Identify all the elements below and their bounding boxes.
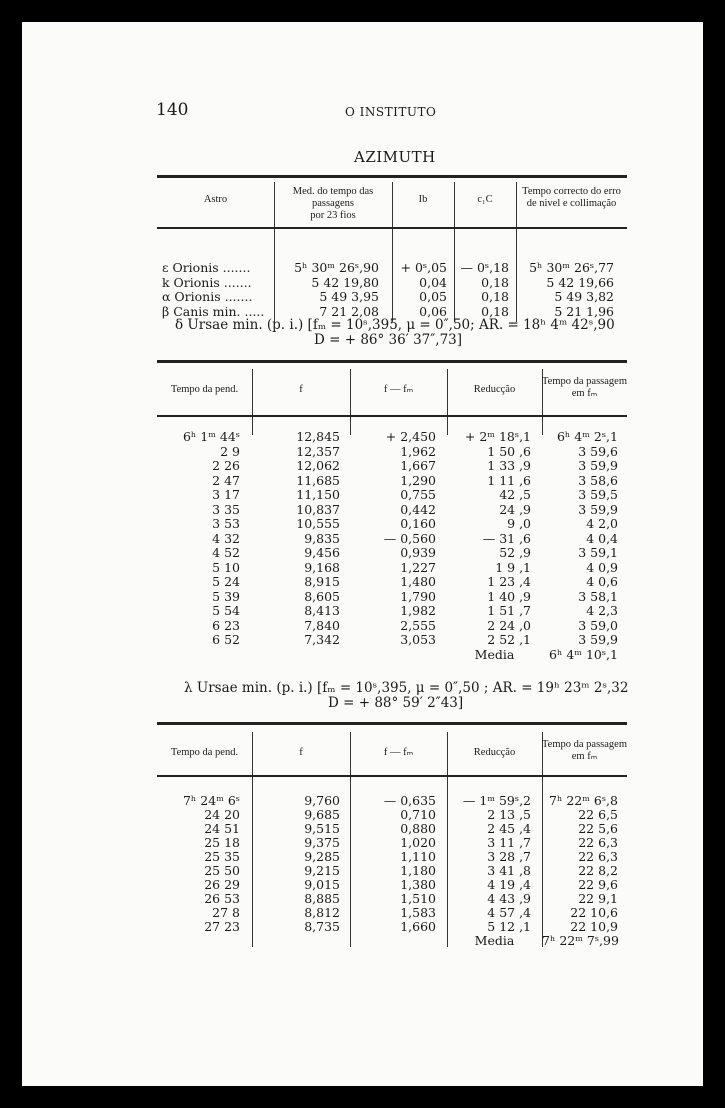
table-cell: 24 51 [204, 821, 240, 836]
table-cell: 4 57 ,4 [487, 905, 531, 920]
table-cell: 5ʰ 30ᵐ 26ˢ,90 [294, 260, 379, 275]
table-cell: 1,583 [400, 905, 436, 920]
table-cell: 3 41 ,8 [487, 863, 531, 878]
table-cell: 0,880 [400, 821, 436, 836]
table-cell: 9 ,0 [507, 516, 531, 531]
table-cell: 1,290 [400, 472, 436, 488]
table-cell: 5 21 1,96 [554, 303, 614, 319]
table-cell: 0,710 [400, 807, 436, 822]
table-cell: 6 23 [212, 617, 240, 633]
col-header-f-fm: f — fₘ [383, 747, 414, 758]
table-cell: 1,667 [400, 458, 436, 473]
table-cell: — 0,635 [383, 793, 436, 808]
table-cell: 22 10,9 [570, 919, 618, 934]
table-cell: 10,555 [296, 516, 340, 531]
table-cell: 9,685 [304, 807, 340, 822]
table-cell: 1 11 ,6 [487, 472, 531, 488]
table-cell: 6 52 [212, 632, 240, 647]
table-cell: 2 9 [220, 443, 240, 459]
table-cell: 12,845 [296, 429, 340, 444]
table-cell: 1 23 ,4 [487, 574, 531, 589]
media-value: 6ʰ 4ᵐ 10ˢ,1 [549, 646, 618, 662]
table-cell: 5 49 3,82 [554, 289, 614, 304]
table-cell: 9,215 [304, 863, 340, 878]
table-cell: 22 9,1 [578, 891, 618, 906]
table-cell: 0,05 [419, 289, 447, 304]
table-cell: 1,380 [400, 877, 436, 892]
table-cell: 3,053 [400, 632, 436, 647]
table-cell: 1 50 ,6 [487, 443, 531, 459]
star-name: k Orionis ....... [162, 274, 252, 290]
table-cell: 1 9 ,1 [495, 559, 531, 575]
table-cell: 0,04 [419, 274, 447, 290]
table-cell: 3 59,0 [578, 617, 618, 633]
table-cell: — 0ˢ,18 [460, 260, 509, 275]
table-cell: 2 13 ,5 [487, 807, 531, 822]
table-cell: 3 11 ,7 [487, 835, 531, 850]
table-cell: 9,456 [304, 545, 340, 560]
col-header-passagem: Tempo da passagem em fₘ [542, 376, 627, 399]
table-cell: 4 0,6 [586, 574, 618, 589]
col-header-corr: Tempo correcto do erro de nivel e collimação [522, 186, 621, 209]
table-cell: 5ʰ 30ᵐ 26ˢ,77 [529, 260, 614, 275]
table-cell: 5 42 19,80 [311, 274, 379, 290]
table-cell: 2 45 ,4 [487, 821, 531, 836]
table-cell: 0,06 [419, 303, 447, 319]
col-header-reduccao: Reducção [473, 384, 516, 395]
page [22, 22, 703, 1086]
table-cell: 0,18 [481, 303, 509, 319]
table-cell: 5 39 [212, 588, 240, 604]
table-cell: 0,939 [400, 545, 436, 560]
lambda-ursae-line2: D = + 88° 59′ 2″43] [328, 695, 464, 711]
table-cell: 3 59,1 [578, 545, 618, 560]
table-cell: 22 6,3 [578, 849, 618, 864]
table-cell: 42 ,5 [499, 487, 531, 502]
table-cell: 3 59,9 [578, 458, 618, 473]
table-cell: 9,285 [304, 849, 340, 864]
table-cell: 4 2,0 [586, 516, 618, 531]
table-cell: 52 ,9 [499, 545, 531, 560]
table-cell: 24 20 [204, 807, 240, 822]
table-cell: 22 9,6 [578, 877, 618, 892]
running-title: O INSTITUTO [345, 105, 437, 119]
media-label: Media [474, 646, 515, 662]
col-header-ib: Ib [418, 194, 428, 205]
table-cell: 3 53 [212, 516, 240, 531]
table-cell: 9,015 [304, 877, 340, 892]
table-cell: 1 40 ,9 [487, 588, 531, 604]
col-header-f: f [299, 747, 303, 758]
table-cell: 5 12 ,1 [487, 919, 531, 934]
table-cell: 8,885 [304, 891, 340, 906]
table-cell: 3 58,6 [578, 472, 618, 488]
table-cell: 6ʰ 4ᵐ 2ˢ,1 [556, 429, 618, 444]
table-cell: 9,375 [304, 835, 340, 850]
table-cell: 26 29 [204, 877, 240, 892]
table-cell: 1,227 [400, 559, 436, 575]
table-cell: 4 0,4 [586, 530, 618, 546]
page-number: 140 [156, 100, 189, 120]
table-cell: 11,150 [296, 487, 340, 502]
table-cell: 3 58,1 [578, 588, 618, 604]
table-cell: 8,605 [304, 588, 340, 604]
table-cell: 4 52 [212, 545, 240, 560]
col-header-c1c: c₁C [477, 194, 493, 205]
table-cell: 12,357 [296, 443, 340, 459]
table-cell: — 1ᵐ 59ˢ,2 [462, 793, 531, 808]
col-header-f: f [299, 384, 303, 395]
table-cell: 9,515 [304, 821, 340, 836]
table-cell: 27 8 [212, 905, 240, 920]
table-cell: — 31 ,6 [482, 530, 531, 546]
col-header-astro: Astro [203, 194, 228, 205]
table-cell: 22 6,5 [578, 807, 618, 822]
table-cell: 1,510 [400, 891, 436, 906]
table-cell: 7,342 [304, 632, 340, 647]
table-cell: 9,760 [304, 793, 340, 808]
lambda-ursae-line1: λ Ursae min. (p. i.) [fₘ = 10ˢ,395, μ = 0″,50 ; AR. = 19ʰ 23ᵐ 2ˢ,32 [184, 680, 629, 696]
table-cell: 8,413 [304, 603, 340, 618]
table-cell: 2 52 ,1 [487, 632, 531, 647]
table-cell: 4 19 ,4 [487, 877, 531, 892]
table-cell: 3 59,6 [578, 443, 618, 459]
star-name: α Orionis ....... [162, 289, 253, 304]
table-cell: 1,480 [400, 574, 436, 589]
delta-ursae-line1: δ Ursae min. (p. i.) [fₘ = 10ˢ,395, μ = 0″,50; AR. = 18ʰ 4ᵐ 42ˢ,90 [175, 317, 615, 333]
table-cell: 1,962 [400, 443, 436, 459]
table-cell: 25 50 [204, 863, 240, 878]
table-cell: 22 10,6 [570, 905, 618, 920]
table-cell: 5 10 [212, 559, 240, 575]
table-cell: 2 47 [212, 472, 240, 488]
table-cell: 5 54 [212, 603, 240, 618]
table-cell: 24 ,9 [499, 501, 531, 517]
col-header-med: Med. do tempo das passagens por 23 fios [292, 186, 374, 221]
media-label: Media [474, 933, 515, 948]
table-cell: — 0,560 [383, 530, 436, 546]
table-cell: 4 43 ,9 [487, 891, 531, 906]
table-cell: 3 59,5 [578, 487, 618, 502]
table-cell: 3 59,9 [578, 501, 618, 517]
table-cell: 27 23 [204, 919, 240, 934]
table-cell: + 2ᵐ 18ˢ,1 [464, 429, 531, 444]
table-cell: 3 17 [212, 487, 240, 502]
table-cell: 26 53 [204, 891, 240, 906]
table-cell: 8,915 [304, 574, 340, 589]
table-cell: 11,685 [296, 472, 340, 488]
table-cell: 1,660 [400, 919, 436, 934]
table-cell: 22 6,3 [578, 835, 618, 850]
table-cell: 0,160 [400, 516, 436, 531]
table-cell: 1,180 [400, 863, 436, 878]
table-cell: 1 51 ,7 [487, 603, 531, 618]
table-cell: 9,168 [304, 559, 340, 575]
table-cell: 2 24 ,0 [487, 617, 531, 633]
col-header-tempo: Tempo da pend. [170, 747, 239, 758]
table-cell: 7,840 [304, 617, 340, 633]
table-cell: 5 49 3,95 [319, 289, 379, 304]
table-cell: 4 32 [212, 530, 240, 546]
table-cell: 8,812 [304, 905, 340, 920]
table-cell: 2 26 [212, 458, 240, 473]
table-cell: 22 5,6 [578, 821, 618, 836]
table-cell: 1,982 [400, 603, 436, 618]
table-cell: 1,110 [400, 849, 436, 864]
table-cell: 1,020 [400, 835, 436, 850]
table-cell: 10,837 [296, 501, 340, 517]
table-cell: 1 33 ,9 [487, 458, 531, 473]
table-cell: 25 18 [204, 835, 240, 850]
table-cell: 22 8,2 [578, 863, 618, 878]
table-cell: 5 24 [212, 574, 240, 589]
table-cell: 6ʰ 1ᵐ 44ˢ [182, 429, 240, 444]
section-title: AZIMUTH [354, 148, 436, 166]
table-cell: 12,062 [296, 458, 340, 473]
table-cell: 3 28 ,7 [487, 849, 531, 864]
table-cell: 2,555 [400, 617, 436, 633]
table-cell: + 0ˢ,05 [400, 260, 447, 275]
table-cell: 4 0,9 [586, 559, 618, 575]
table-cell: 7 21 2,08 [319, 303, 379, 319]
table-cell: 7ʰ 24ᵐ 6ˢ [182, 793, 240, 808]
table-cell: 9,835 [304, 530, 340, 546]
table-cell: + 2,450 [385, 429, 436, 444]
table-cell: 0,442 [400, 501, 436, 517]
table-cell: 7ʰ 22ᵐ 6ˢ,8 [549, 793, 618, 808]
table-cell: 1,790 [400, 588, 436, 604]
table-cell: 3 59,9 [578, 632, 618, 647]
star-name: β Canis min. ..... [162, 303, 265, 319]
table-cell: 0,755 [400, 487, 436, 502]
table-cell: 4 2,3 [586, 603, 618, 618]
media-value: 7ʰ 22ᵐ 7ˢ,99 [542, 933, 619, 948]
col-header-passagem: Tempo da passagem em fₘ [542, 739, 627, 762]
table-cell: 5 42 19,66 [546, 274, 614, 290]
table-cell: 0,18 [481, 289, 509, 304]
table-cell: 3 35 [212, 501, 240, 517]
table-cell: 25 35 [204, 849, 240, 864]
table-cell: 8,735 [304, 919, 340, 934]
col-header-f-fm: f — fₘ [383, 384, 414, 395]
col-header-tempo: Tempo da pend. [170, 384, 239, 395]
col-header-reduccao: Reducção [473, 747, 516, 758]
table-cell: 0,18 [481, 274, 509, 290]
star-name: ε Orionis ....... [162, 260, 251, 275]
delta-ursae-line2: D = + 86° 36′ 37″,73] [314, 332, 463, 348]
